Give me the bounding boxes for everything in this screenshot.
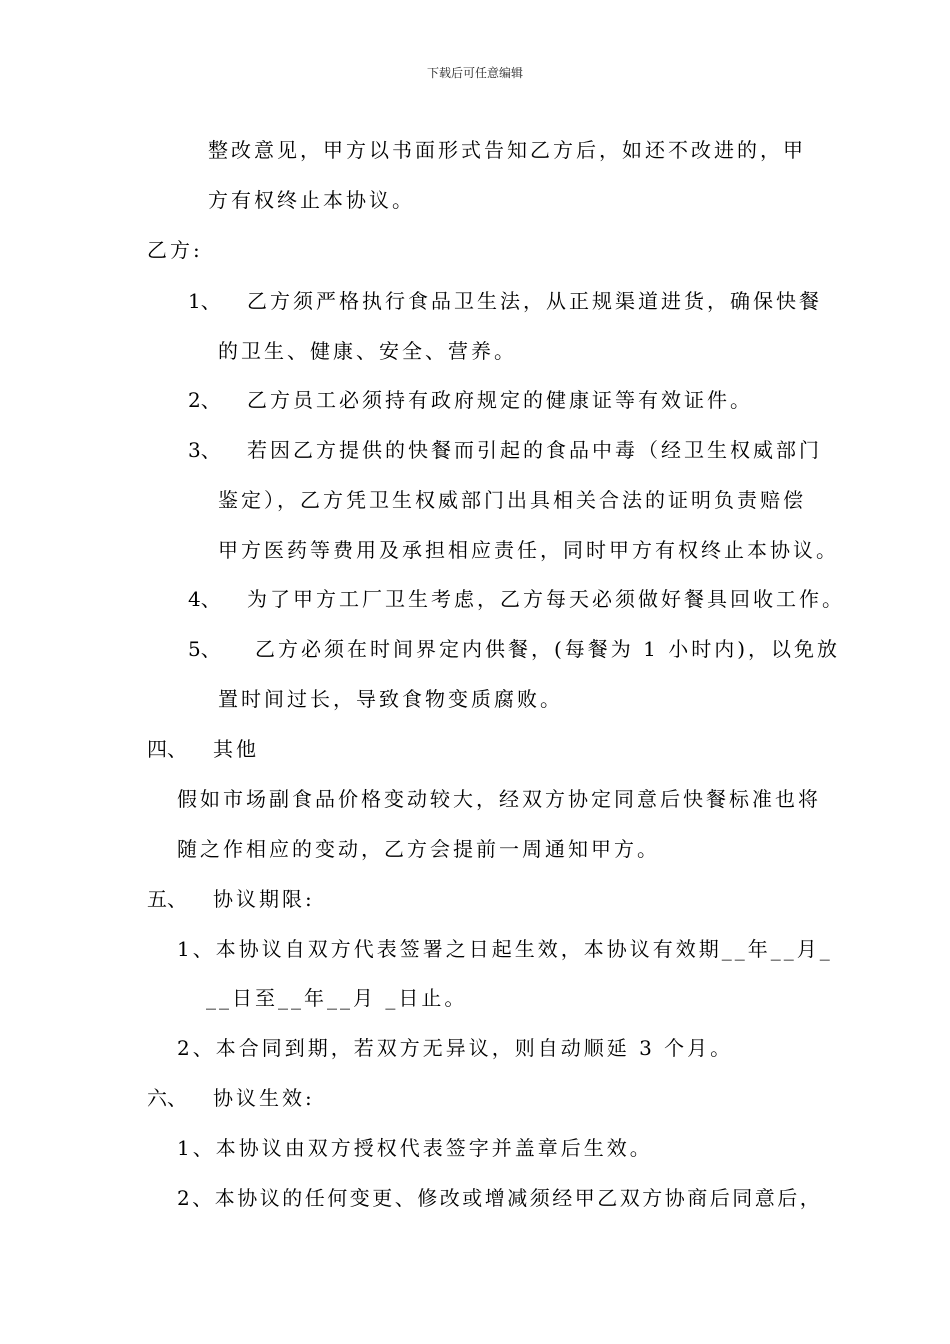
text-line: __日至__年__月 _日止。: [206, 986, 468, 1010]
list-item-text-cont: 甲方医药等费用及承担相应责任，同时甲方有权终止本协议。: [218, 538, 839, 562]
section-number: 四、: [147, 737, 187, 761]
page-header: 下载后可任意编辑: [426, 66, 523, 80]
text-line: 整改意见，甲方以书面形式告知乙方后，如还不改进的，甲: [208, 138, 806, 162]
text-line: 1、本协议由双方授权代表签字并盖章后生效。: [177, 1136, 653, 1160]
list-item-text: 乙方必须在时间界定内供餐，(每餐为 1 小时内)，以免放: [255, 637, 841, 661]
list-number: 2、: [188, 388, 221, 412]
list-number: 1、: [188, 289, 221, 313]
text-line: 2、本合同到期，若双方无异议，则自动顺延 3 个月。: [177, 1036, 734, 1060]
list-item-text: 乙方员工必须持有政府规定的健康证等有效证件。: [247, 388, 753, 412]
list-number: 5、: [188, 637, 221, 661]
list-item-text: 为了甲方工厂卫生考虑，乙方每天必须做好餐具回收工作。: [247, 587, 845, 611]
section-number: 五、: [147, 887, 187, 911]
list-number: 3、: [188, 438, 221, 462]
list-item-text-cont: 置时间过长，导致食物变质腐败。: [218, 687, 563, 711]
text-line: 随之作相应的变动，乙方会提前一周通知甲方。: [177, 837, 660, 861]
list-number: 4、: [188, 587, 221, 611]
text-line: 方有权终止本协议。: [208, 188, 415, 212]
section-number: 六、: [147, 1086, 187, 1110]
list-item-text-cont: 的卫生、健康、安全、营养。: [218, 339, 517, 363]
text-line: 2、本协议的任何变更、修改或增减须经甲乙双方协商后同意后，: [177, 1186, 823, 1210]
text-line: 1、本协议自双方代表签署之日起生效，本协议有效期__年__月_: [177, 937, 833, 961]
section-heading-other: 其他: [213, 737, 259, 761]
section-heading-effect: 协议生效:: [213, 1086, 315, 1110]
section-heading-party-b: 乙方:: [147, 238, 203, 262]
list-item-text-cont: 鉴定），乙方凭卫生权威部门出具相关合法的证明负责赔偿: [218, 488, 806, 512]
list-item-text: 乙方须严格执行食品卫生法，从正规渠道进货，确保快餐: [247, 289, 822, 313]
section-heading-term: 协议期限:: [213, 887, 315, 911]
list-item-text: 若因乙方提供的快餐而引起的食品中毒（经卫生权威部门: [247, 438, 822, 462]
text-line: 假如市场副食品价格变动较大，经双方协定同意后快餐标准也将: [177, 787, 821, 811]
